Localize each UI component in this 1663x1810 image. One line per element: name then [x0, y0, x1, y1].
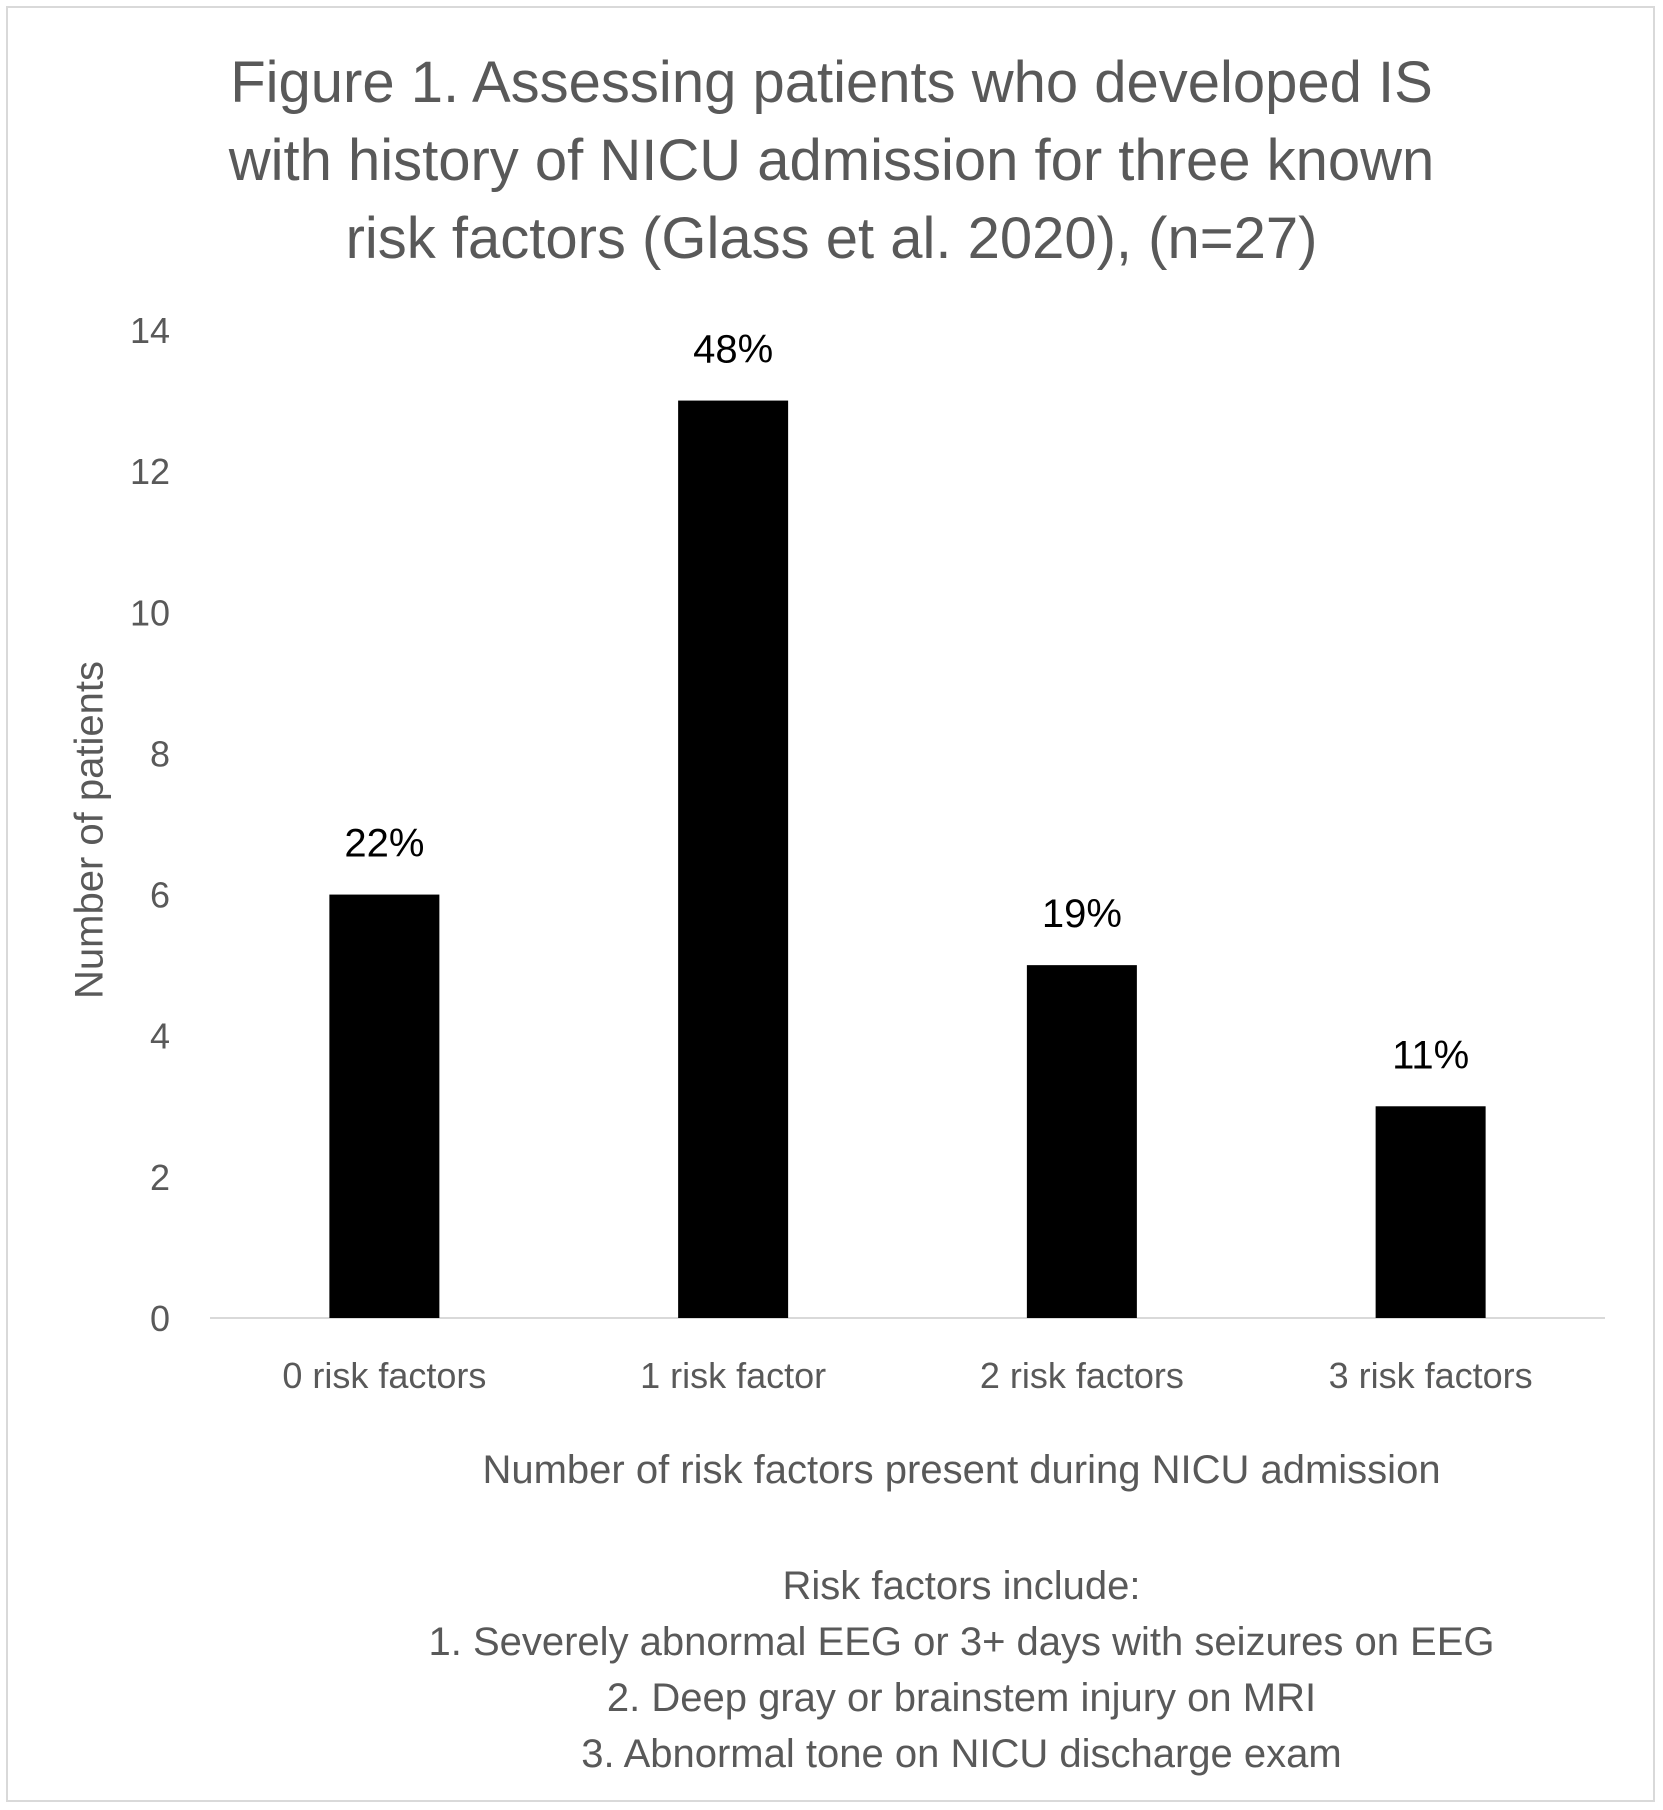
x-axis-label: Number of risk factors present during NICU admission [482, 1448, 1441, 1492]
data-label: 48% [693, 327, 774, 372]
y-tick-label: 14 [129, 310, 170, 351]
bar [678, 401, 788, 1318]
risk-factor-notes [0, 1558, 1663, 1782]
x-tick-label: 3 risk factors [1328, 1355, 1533, 1396]
x-tick-label: 1 risk factor [640, 1355, 827, 1396]
y-tick-label: 4 [149, 1015, 170, 1057]
notes-item-1: 1. Severely abnormal EEG or 3+ days with seizures on EEG [428, 1620, 1495, 1664]
chart-title-line-1: Figure 1. Assessing patients who developed IS [230, 50, 1433, 115]
y-tick-label: 6 [149, 874, 170, 916]
data-label: 11% [1392, 1033, 1470, 1078]
notes-heading: Risk factors include: [782, 1564, 1141, 1608]
bar [329, 895, 439, 1318]
y-tick-label: 0 [149, 1298, 170, 1339]
chart-title-line-2: with history of NICU admission for three known [228, 128, 1435, 193]
bar [1027, 965, 1137, 1318]
notes-item-2: 2. Deep gray or brainstem injury on MRI [606, 1676, 1317, 1720]
notes-item-3: 3. Abnormal tone on NICU discharge exam [581, 1732, 1342, 1776]
y-tick-label: 10 [129, 592, 170, 634]
bar [1376, 1106, 1486, 1318]
x-tick-label: 0 risk factors [282, 1355, 487, 1396]
y-tick-label: 2 [149, 1156, 170, 1198]
y-tick-label: 8 [149, 733, 170, 775]
y-tick-label: 12 [129, 451, 170, 493]
chart-title-line-3: risk factors (Glass et al. 2020), (n=27) [345, 206, 1318, 271]
data-label: 19% [1041, 892, 1122, 937]
data-label: 22% [344, 821, 425, 866]
y-axis-label-text: Number of patients [67, 661, 112, 999]
x-tick-label: 2 risk factors [979, 1355, 1184, 1396]
